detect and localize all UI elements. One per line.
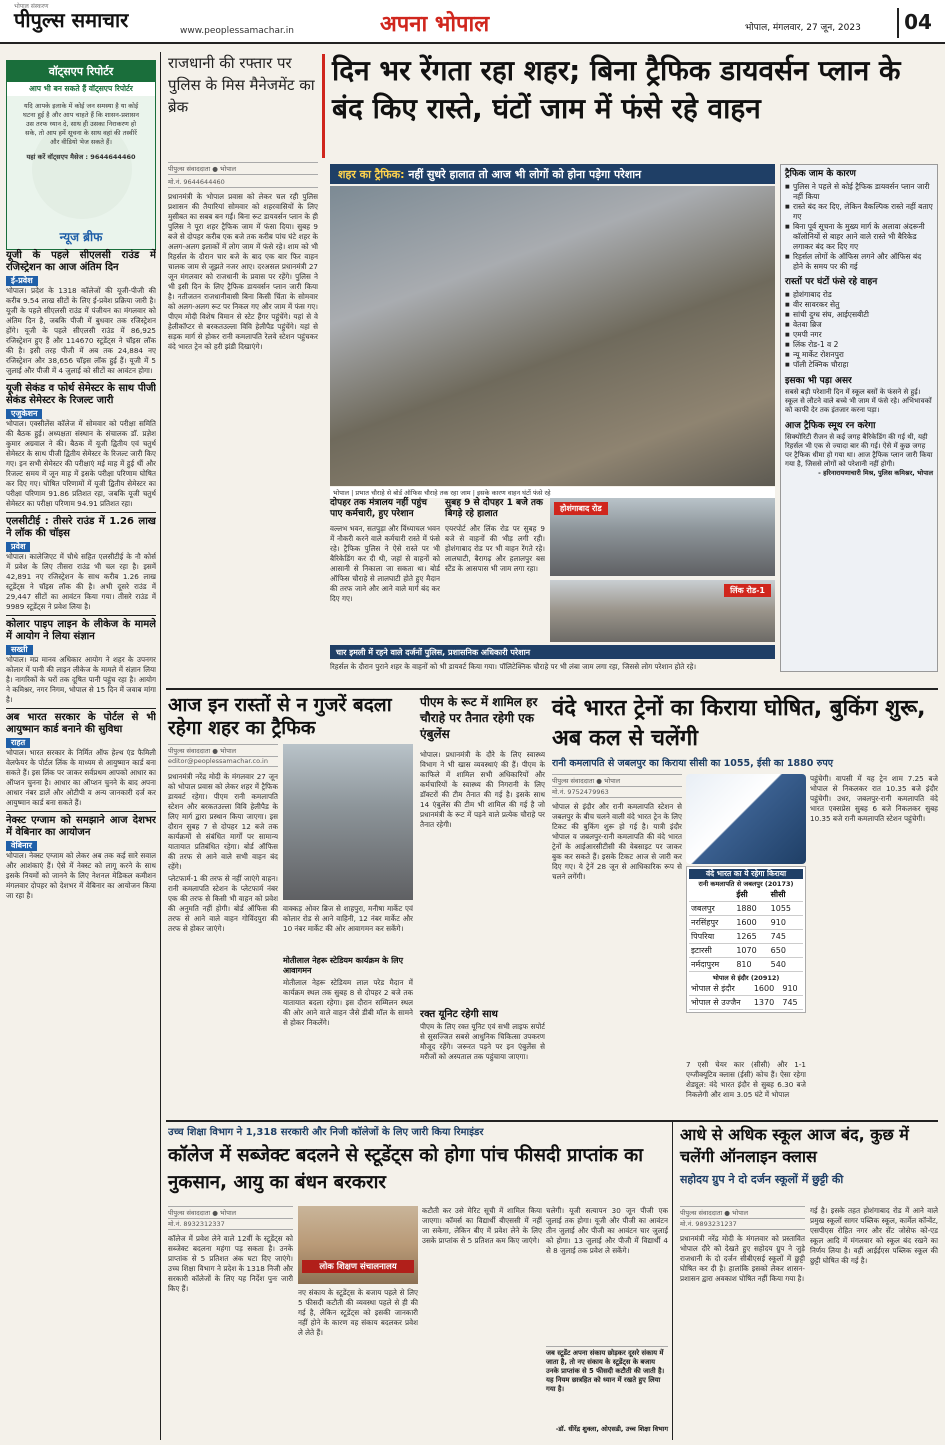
fare-col-cc: सीसी <box>769 888 803 902</box>
fare-cc: 910 <box>780 982 803 996</box>
whatsapp-reporter-box <box>6 60 156 250</box>
fare-cc: 910 <box>769 916 803 930</box>
fare-station: इटारसी <box>689 944 734 958</box>
list-item: ■ रास्ते बंद कर दिए, लेकिन वैकल्पिक रास्ते नहीं बताए गए <box>785 202 933 222</box>
photo-caption: भोपाल | प्रभात चौराहे से बोर्ड ऑफिस चौराहे तक रहा जाम | इसके कारण वाहन घंटों फंसे रहे <box>330 487 775 498</box>
smooth-text: सिक्योरिटी रीजन से कई जगह बैरिकेडिंग की गई थी, यही रिहर्सल भी एक से ज्यादा बार की गई। ऐसे में कुछ जगह पर ट्रैफिक धीमा हो गया था। आज ट्रैफिक प्लान जारी किया गया है, जिससे लोगों को परेशानी नहीं होगी। <box>785 433 933 468</box>
routes-sub-text: मोतीलाल नेहरू स्टेडियम लाल परेड मैदान में कार्यक्रम स्थल तक सुबह 8 से दोपहर 2 बजे तक यातायात बदला रहेगा। इस दौरान सम्मिलन स्थल की ओर आने वाले वाहन जैसे डीबी मॉल के सामने से होकर निकलेंगे। <box>283 978 413 1027</box>
fare-table-subtitle: रानी कमलापति से जबलपुर (20173) <box>698 880 794 888</box>
photo-tag-2: लिंक रोड-1 <box>724 584 771 597</box>
list-item: ■ वेतवा ब्रिज <box>785 320 933 330</box>
college-byline: पीपुल्स संवाददाता ● भोपाल <box>168 1206 293 1219</box>
lead-headline: दिन भर रेंगता रहा शहर; बिना ट्रैफिक डायवर्सन प्लान के बंद किए रास्ते, घंटों जाम में फंसे रहे वाहन <box>332 54 901 125</box>
fare-cc: 1055 <box>769 902 803 916</box>
table-row <box>689 944 803 958</box>
bar-headline: चार इमली में रहने वाले दर्जनों पुलिस, प्रशासनिक अधिकारी परेशान <box>330 645 775 659</box>
whatsapp-subtitle: आप भी बन सकते हैं वॉट्सएप रिपोर्टर <box>7 82 155 96</box>
routes-sub-headline: मोतीलाल नेहरू स्टेडियम कार्यक्रम के लिए आवागमन <box>283 956 404 975</box>
college-text-3: कटौती कर उसे मेरिट सूची में शामिल किया जाएगा। कॉमर्स का विद्यार्थी बीएससी में नहीं जा सकेगा, लेकिन बीए में प्रवेश लेने के लिए उसके प्राप्तांक से 5 प्रतिशत कम किए जाएंगे। <box>422 1206 542 1245</box>
list-item: ■ रिहर्सल लोगों के ऑफिस लगने और ऑफिस बंद होने के समय पर की गई <box>785 252 933 272</box>
fare-cc: 540 <box>769 958 803 972</box>
fare-col-ec: ईसी <box>734 888 768 902</box>
roads-list <box>785 290 933 370</box>
lead-strap <box>330 164 775 184</box>
brief-1-tag: ई-प्रवेश <box>6 276 38 286</box>
college-text-4: चलेगी। यूजी सत्यापन 30 जून पीजी एक जुलाई तक होगा। यूजी और पीजी का आवंटन तीन जुलाई और पीजी का आवंटन चार जुलाई को होगा। 13 जुलाई और पीजी में विद्यार्थी 4 से 8 जुलाई तक प्रवेश ले सकेंगे। <box>546 1206 668 1255</box>
brief-4-tag: सख्ती <box>6 645 33 655</box>
brief-1-text: भोपाल। प्रदेश के 1318 कॉलेजों की यूजी-पीजी की करीब 9.54 लाख सीटों के लिए ई-प्रवेश प्रक्रिया जारी है। यूजी के पहले सीएलसी राउंड में पंजीयन का मंगलवार को अंतिम दिन है, जबकि पीजी में बुधवार तक रजिस्ट्रेशन होंगे। यूजी के पहले सीएलसी राउंड में 86,925 रजिस्ट्रेशन हुए हैं और 114670 स्टूडेंट्स ने चॉइस लॉक की है। इसी तरह पीजी में अब तक 24,884 नए रजिस्ट्रेशन और 38,656 चॉइस लॉक हुई हैं। यूजी में 5 जुलाई और पीजी में 4 जुलाई को सीटों का आवंटन होगा। <box>6 286 156 375</box>
list-item: ■ सांची दुग्ध संघ, आईएसबीटी <box>785 310 933 320</box>
table-row <box>689 888 803 902</box>
school-byline: पीपुल्स संवाददाता ● भोपाल <box>680 1206 805 1219</box>
fare-station: नरसिंहपुर <box>689 916 734 930</box>
divider <box>6 811 156 812</box>
fare-station: पिपरिया <box>689 930 734 944</box>
brief-2-headline: यूजी सेकंड व फोर्थ सेमेस्टर के साथ पीजी सेकंड सेमेस्टर के रिजल्ट जारी <box>6 383 156 406</box>
section-city: भोपाल <box>434 12 490 37</box>
directorate-sign: लोक शिक्षण संचालनालय <box>302 1260 414 1273</box>
fare-cc: 650 <box>769 944 803 958</box>
brief-5-tag: राहत <box>6 738 30 748</box>
website-link[interactable]: www.peoplessamachar.in <box>180 26 294 36</box>
reasons-list <box>785 182 933 272</box>
sub1-headline: दोपहर तक मंत्रालय नहीं पहुंच पाए कर्मचारी, हुए परेशान <box>330 498 427 519</box>
fare-ec: 1370 <box>752 996 781 1010</box>
school-mobile: मो.नं. 9893231237 <box>680 1218 805 1230</box>
brief-6-headline: नेक्स्ट एग्जाम को समझाने आज देशभर में वेबिनार का आयोजन <box>6 815 156 838</box>
list-item: ■ बिना पूर्व सूचना के मुख्य मार्ग के अलावा अंदरूनी कॉलोनियों से बाहर आने वाले रास्ते भी बैरिकेड लगाकर बंद कर दिए गए <box>785 222 933 252</box>
page-number: 04 <box>897 8 937 38</box>
masthead <box>0 0 945 44</box>
sub1-text: वल्लभ भवन, सतपुड़ा और विंध्याचल भवन में नौकरी करने वाले कर्मचारी रास्ते में फंसे रहे। ट्रैफिक पुलिस ने ऐसे रास्ते पर भी बैरिकेडिंग कर दी थी, जहां से वाहनों को आसानी से निकाला जा सकता था। बोर्ड ऑफिस चौराहे से लालघाटी होते हुए मैदान की तरफ जाने और आने वाले मार्ग बंद कर दिए गए। <box>330 524 440 603</box>
vande-strap: रानी कमलापति से जबलपुर का किराया सीसी का 1055, ईसी का 1880 रुपए <box>552 758 834 769</box>
college-kicker: उच्च शिक्षा विभाग ने 1,318 सरकारी और निजी कॉलेजों के लिए जारी किया रिमाइंडर <box>168 1127 484 1138</box>
table-row <box>689 902 803 916</box>
vande-bharat-train-photo <box>686 774 806 864</box>
vande-headline: वंदे भारत ट्रेनों का किराया घोषित, बुकिंग शुरू, अब कल से चलेंगी <box>552 696 926 751</box>
brief-4-headline: कोलार पाइप लाइन के लीकेज के मामले में आयोग ने लिया संज्ञान <box>6 619 156 642</box>
fare-station: नर्मदापुरम <box>689 958 734 972</box>
table-row <box>689 930 803 944</box>
college-mobile: मो.नं. 8932312337 <box>168 1218 293 1230</box>
routes-headline: आज इन रास्तों से न गुजरें बदला रहेगा शहर का ट्रैफिक <box>168 694 392 739</box>
list-item: ■ पॉली टेक्निक चौराहा <box>785 360 933 370</box>
vande-text-2: पहुंचेगी। वापसी में यह ट्रेन शाम 7.25 बजे भोपाल से निकलकर रात 10.35 बजे इंदौर पहुंचेगी। उधर, जबलपुर-रानी कमलापति वंदे भारत एक्सप्रेस सुबह 6 बजे निकलकर सुबह 10.35 बजे रानी कमलापति स्टेशन पहुंचेगी। <box>810 774 938 823</box>
fare-table-jbp <box>689 888 803 972</box>
brief-3-tag: प्रवेश <box>6 542 30 552</box>
routes-email: editor@peoplessamachar.co.in <box>168 756 278 767</box>
list-item: ■ एमपी नगर <box>785 330 933 340</box>
divider <box>6 615 156 616</box>
ambulance-sub-headline: रक्त यूनिट रहेगी साथ <box>420 1009 498 1020</box>
fare-station: जबलपुर <box>689 902 734 916</box>
brief-3-text: भोपाल। कालेजिएट में चौथे सहित एलसीटीई के नौ कोर्स में प्रवेश के लिए तीसरा राउंड भी चल रहा है। इसमें 42,891 नए रजिस्ट्रेशन के साथ करीब 1.26 लाख स्टूडेंट्स ने चॉइस लॉक की है। अभी दूसरे राउंड में 29,447 सीटों का आवंटन किया गया। तीसरे राउंड में 9989 स्टूडेंट्स ने प्रवेश लिया है। <box>6 552 156 611</box>
school-strap: सहोदय ग्रुप ने दो दर्जन स्कूलों में छुट्टी की <box>680 1173 844 1186</box>
smooth-credit: - हरिनारायणाचारी मिश्र, पुलिस कमिश्नर, भोपाल <box>818 469 933 477</box>
sub2-headline: सुबह 9 से दोपहर 1 बजे तक बिगड़े रहे हालात <box>445 498 543 519</box>
fare-table-title: वंदे भारत का ये रहेगा किराया <box>689 869 803 879</box>
list-item: ■ पुलिस ने पहले से कोई ट्रैफिक डायवर्सन प्लान जारी नहीं किया <box>785 182 933 202</box>
fare-ec: 1070 <box>734 944 768 958</box>
section-prefix: अपना <box>380 12 428 37</box>
lead-strap-text: नहीं सुधरे हालात तो आज भी लोगों को होना पड़ेगा परेशान <box>408 168 642 181</box>
road-map-photo <box>283 744 413 900</box>
list-item: ■ वीर सावरकर सेतु <box>785 300 933 310</box>
vande-text-1: भोपाल से इंदौर और रानी कमलापति स्टेशन से जबलपुर के बीच चलने वाली वंदे भारत ट्रेन के लिए टिकट की बुकिंग शुरू हो गई है। यात्री इंदौर भोपाल व जबलपुर-रानी कमलापति की वंदे भारत ट्रेनों के आईआरसीटीसी की वेबसाइट पर जाकर बुक कर सकते हैं। इसके टिकट आज से जारी कर दिए गए। ये ट्रेनें 28 जून से आधिकारिक रूप से चलने लगेंगी। <box>552 802 682 881</box>
divider <box>6 379 156 380</box>
routes-text-1 <box>168 772 278 1117</box>
bar-text: रिहर्सल के दौरान पुराने शहर के वाहनों को भी डायवर्ट किया गया। पॉलिटेक्निक चौराहे पर भी लंबा जाम लगा रहा, जिससे लोग परेशान होते रहे। <box>330 662 697 671</box>
fare-table-idr <box>689 982 803 1010</box>
table-row <box>689 916 803 930</box>
fare-ec: 1880 <box>734 902 768 916</box>
smooth-headline: आज ट्रैफिक स्मूथ रन करेगा <box>785 421 876 431</box>
brief-3-headline: एलसीटीई : तीसरे राउंड में 1.26 लाख ने लॉक की चॉइस <box>6 516 156 539</box>
list-item: ■ लिंक रोड-1 व 2 <box>785 340 933 350</box>
table-row <box>689 958 803 972</box>
aside-text: सबसे बड़ी परेशानी दिन में स्कूल बसों के फंसने से हुई। स्कूल से लौटने वाले बच्चे भी जाम में फंसे रहे। अभिभावकों को काफी देर तक इंतजार करना पड़ा। <box>785 388 932 414</box>
link-road-photo <box>550 580 775 642</box>
fare-ec: 1265 <box>734 930 768 944</box>
routes-p2: प्लेटफार्म-1 की तरफ से नहीं जाएंगे वाहन। रानी कमलापति स्टेशन के प्लेटफार्म नंबर एक की तरफ से किसी भी वाहन को प्रवेश की अनुमति नहीं होगी। बोर्ड ऑफिस की तरफ से आने वाले वाहन गोविंदपुरा की तरफ से होकर जाएंगे। <box>168 874 278 933</box>
ambulance-headline: पीएम के रूट में शामिल हर चौराहे पर तैनात रहेगी एक एंबुलेंस <box>420 695 538 741</box>
brief-2-tag: एजुकेशन <box>6 409 42 419</box>
table-row <box>689 996 803 1010</box>
college-text-1: कॉलेज में प्रवेश लेने वाले 12वीं के स्टूडेंट्स को सब्जेक्ट बदलना महंगा पड़ सकता है। उनके प्राप्तांक से 5 प्रतिशत अंक घटा दिए जाएंगे। उच्च शिक्षा विभाग ने प्रदेश के 1318 निजी और सरकारी कॉलेजों के लिए यह निर्देश पुनः जारी किए हैं। <box>168 1234 293 1293</box>
school-text-1: प्रधानमंत्री नरेंद्र मोदी के मंगलवार को प्रस्तावित भोपाल दौरे को देखते हुए सहोदय ग्रुप ने जुड़े राजधानी के दो दर्जन सीबीएसई स्कूलों में छुट्टी घोषित कर दी है। हालांकि इसको लेकर शासन-प्रशासन द्वारा अवकाश घोषित नहीं किया गया है। <box>680 1234 805 1283</box>
fare-cc: 745 <box>769 930 803 944</box>
fare-ec: 810 <box>734 958 768 972</box>
brief-2-text: भोपाल। एक्सीलेंस कॉलेज में सोमवार को परीक्षा समिति की बैठक हुई। अध्यक्षता संस्थान के संचालक डॉ. प्रज्ञेश कुमार अग्रवाल ने की। बैठक में यूजी द्वितीय एवं चतुर्थ सेमेस्टर के साथ पीजी द्वितीय सेमेस्टर के रिजल्ट जारी किए गए। इन सभी सेमेस्टर की परीक्षाएं मई माह में हुई थीं और रिजल्ट समय में जून माह में इसके परीक्षा परिणाम घोषित कर दिए गए। घोषित परिणामों में यूजी द्वितीय सेमेस्टर का परीक्षा परिणाम 91.86 प्रतिशत रहा, जबकि यूजी चतुर्थ सेमेस्टर का परीक्षा परिणाम 94.91 प्रतिशत रहा। <box>6 419 156 508</box>
whatsapp-contact: यहां करें वॉट्सएप मैसेज : 9644644460 <box>26 153 136 161</box>
aside-headline: इसका भी पड़ा असर <box>785 376 852 386</box>
whatsapp-title: वॉट्सएप रिपोर्टर <box>7 61 155 82</box>
column-divider <box>672 1122 673 1440</box>
traffic-jam-photo <box>330 186 775 486</box>
sub2-text: एयरपोर्ट और लिंक रोड पर सुबह 9 बजे से वाहनों की भीड़ लगी रही। होशंगाबाद रोड पर भी वाहन रेंगते रहे। लालघाटी, बैरागढ़ और हलालपुर बस स्टैंड के आसपास भी जाम लगा रहा। <box>445 524 545 573</box>
directorate-building-photo <box>298 1206 418 1284</box>
section-title <box>380 8 489 38</box>
brief-5-text: भोपाल। भारत सरकार के निर्मित ऑफ हेल्थ एंड फैमिली वेलफेयर के पोर्टल लिंक के माध्यम से आयुष्मान कार्ड बना सकते हैं। इस लिंक पर जाकर सर्वप्रथम आपको आधार का ऑप्शन चुनना है। आधार का ऑप्शन चुनने के बाद अपना आधार नंबर डालें और ओटीपी व अन्य जानकारी दर्ज कर आयुष्मान कार्ड बना सकते हैं। <box>6 748 156 807</box>
fare-box <box>686 866 806 1013</box>
college-quote-credit: -डॉ. धीरेंद्र शुक्ला, ओएसडी, उच्च शिक्षा विभाग <box>555 1425 668 1433</box>
school-text-2: गई है। इसके तहत होशंगाबाद रोड में आने वाले प्रमुख स्कूलों सागर पब्लिक स्कूल, कार्मेल कॉन्वेंट, एसपीएस रोहित नगर और सेंट जोसेफ को-एड स्कूल आदि में मंगलवार को स्कूल बंद रखने का निर्णय लिया है। वहीं आईईएस पब्लिक स्कूल की छुट्टी घोषित की गई है। <box>810 1206 938 1265</box>
photo-tag-1: होशंगाबाद रोड <box>554 502 608 515</box>
sidebar-title: ट्रैफिक जाम के कारण <box>785 169 856 179</box>
hoshangabad-road-photo <box>550 498 775 576</box>
news-brief-label: न्यूज ब्रीफ <box>59 230 103 244</box>
vande-text-3: 7 एसी चेयर कार (सीसी) और 1-1 एग्जीक्यूटिव क्लास (ईसी) कोच हैं। ऐसा रहेगा शेड्यूल: वंदे भारत इंदौर से सुबह 6.30 बजे निकलेगी और शाम 3.05 घंटे में भोपाल <box>686 1060 806 1099</box>
table-row <box>689 982 803 996</box>
edition-label: भोपाल संस्करण <box>14 3 49 10</box>
vande-mobile: मो.नं. 9752479963 <box>552 786 682 798</box>
newspaper-logo: पीपुल्स समाचार <box>14 8 129 32</box>
lead-mobile: मो.नं. 9644644460 <box>168 176 318 188</box>
lead-body: प्रधानमंत्री के भोपाल प्रवास को लेकर चल रही पुलिस प्रशासन की तैयारियां सोमवार को शहरवासियों के लिए मुसीबत का सबब बन गईं। बिना रूट डायवर्सन प्लान के ही पुलिस ने पूरा शहर ट्रैफिक जाम में फंसा दिया। सुबह 9 बजे से दोपहर करीब एक बजे तक करीब पांच घंटे शहर के अलग-अलग इलाकों में लोग जाम में फंसे रहे। शाम को भी रिहर्सल के दौरान चार बजे के बाद एक बार फिर वाहन चालक जाम से जूझते नजर आए। दरअसल प्रधानमंत्री 27 जून मंगलवार को राजधानी के प्रवास पर रहेंगे। पुलिस ने भी इसी दिन के लिए ट्रैफिक डायवर्सन प्लान जारी किया है। नतीजतन राजधानीवासी बिना किसी चिंता के सोमवार को अलग-अलग रूट पर निकल गए और जाम में फंस गए। पीएम मोदी विशेष विमान से स्टेट हैंगर पहुंचेंगे। यहां से वे हेलीकॉप्टर से बरकतउल्ला विवि हेलीपैड पहुंचेंगे। यहां से सड़क मार्ग से होकर रानी कमलापति रेलवे स्टेशन पहुंचकर वंदे भारत ट्रेन को हरी झंडी दिखाएंगे। <box>168 192 318 351</box>
fare-table-subtitle-2: भोपाल से इंदौर (20912) <box>712 974 780 982</box>
traffic-sidebar <box>780 164 938 672</box>
fare-cc: 745 <box>780 996 803 1010</box>
fare-station: भोपाल से उज्जैन <box>689 996 752 1010</box>
fare-ec: 1600 <box>734 916 768 930</box>
college-quote: जब स्टूडेंट अपना संकाय छोड़कर दूसरे संकाय में जाता है, तो नए संकाय के स्टूडेंट्स के बजाय उनके प्राप्तांक से 5 फीसदी कटौती की जाती है। यह नियम छात्रहित को ध्यान में रखते हुए लिया गया है। <box>546 1346 668 1394</box>
kicker-rule <box>322 54 325 158</box>
lead-kicker: राजधानी की रफ्तार पर पुलिस के मिस मैनेजमेंट का ब्रेक <box>168 54 315 116</box>
fare-ec: 1600 <box>752 982 781 996</box>
school-headline: आधे से अधिक स्कूल आज बंद, कुछ में चलेंगी ऑनलाइन क्लास <box>680 1125 909 1166</box>
dateline: भोपाल, मंगलवार, 27 जून, 2023 <box>745 23 861 33</box>
ambulance-sub-text: पीएम के लिए रक्त यूनिट एवं सभी लाइफ सपोर्ट से सुसज्जित सबसे आधुनिक चिकित्सा उपकरण मौजूद रहेंगे। जरूरत पड़ने पर इन एंबुलेंस से मरीजों को अस्पताल तक पहुंचाया जाएगा। <box>420 1022 545 1061</box>
column-divider <box>160 52 161 1440</box>
routes-text-3: वाक्कड़ ओवर ब्रिज से शाहपुरा, मनीषा मार्केट एवं कोलार रोड से आने वाहिनी, 12 नंबर मार्केट और 10 नंबर मार्केट की ओर आवागमन कर सकेंगे। <box>283 904 413 933</box>
divider <box>6 708 156 709</box>
college-text-2: नए संकाय के स्टूडेंट्स के बजाय पहले से लिए 5 फीसदी कटौती की व्यवस्था पहले से ही की गई है, लेकिन स्टूडेंट्स को इसकी जानकारी नहीं होने के कारण वह संकाय बदलकर प्रवेश ले लेते हैं। <box>298 1288 418 1337</box>
section-rule <box>166 688 938 690</box>
vande-byline: पीपुल्स संवाददाता ● भोपाल <box>552 774 682 787</box>
section-rule <box>166 1120 938 1122</box>
brief-6-text: भोपाल। नेक्स्ट एग्जाम को लेकर अब तक कई सारे सवाल और आशंकाएं हैं। ऐसे में नेक्स्ट को लागू करने के साथ इसके नियमों को जानने के लिए नेशनल मेडिकल कमीशन मंगलवार दोपहर को देशभर में वेबिनार का आयोजन किया जा रहा है। <box>6 851 156 900</box>
fare-station: भोपाल से इंदौर <box>689 982 752 996</box>
whatsapp-body: यदि आपके इलाके में कोई जन समस्या है या कोई घटना हुई है और आप चाहते हैं कि शासन-प्रशासन उस तरफ ध्यान दे, साथ ही उसका निराकरण हो सके, तो आप हमें सूचना के साथ वहां की तस्वीरें और वीडियो भेज सकते हैं। <box>22 102 140 146</box>
divider <box>6 512 156 513</box>
lead-byline: पीपुल्स संवाददाता ● भोपाल <box>168 162 318 175</box>
routes-byline: पीपुल्स संवाददाता ● भोपाल <box>168 744 278 757</box>
college-headline: कॉलेज में सब्जेक्ट बदलने से स्टूडेंट्स को होगा पांच फीसदी प्राप्तांक का नुकसान, आयु का बंधन बरकरार <box>168 1145 644 1193</box>
roads-title: रास्तों पर घंटों फंसे रहे वाहन <box>785 277 878 287</box>
list-item: ■ न्यू मार्केट रोशनपुरा <box>785 350 933 360</box>
briefs-column <box>6 248 156 1438</box>
brief-5-headline: अब भारत सरकार के पोर्टल से भी आयुष्मान कार्ड बनाने की सुविधा <box>6 712 156 735</box>
brief-1-headline: यूजी के पहले सीएलसी राउंड में रजिस्ट्रेशन का आज अंतिम दिन <box>6 250 156 273</box>
ambulance-text: भोपाल। प्रधानमंत्री के दौरे के लिए स्वास्थ्य विभाग ने भी खास व्यवस्थाएं की हैं। पीएम के काफिले में शामिल सभी अधिकारियों और कर्मचारियों के स्वास्थ्य की निगरानी के लिए डॉक्टरों की टीम तैनात की गई है। इसके साथ 14 एंबुलेंस की टीम भी शामिल की गई है जो प्रधानमंत्री के रूट में पड़ने वाले प्रत्येक चौराहे पर तैनात रहेगी। <box>420 750 545 829</box>
routes-p1: प्रधानमंत्री नरेंद्र मोदी के मंगलवार 27 जून को भोपाल प्रवास को लेकर शहर में ट्रैफिक डायवर्ट रहेगा। पीएम रानी कमलापति स्टेशन और बरकतउल्ला विवि हेलीपैड के लिए मार्ग द्वारा प्रस्थान किया जाएगा। इस दौरान सुबह 7 से दोपहर 12 बजे तक कार्यक्रमों से संबंधित मार्गों पर सामान्य यातायात प्रतिबंधित रहेगा। बोर्ड ऑफिस की तरफ से आने वाले सभी वाहन बंद रहेंगे। <box>168 772 278 871</box>
brief-6-tag: वेबिनार <box>6 841 37 851</box>
brief-4-text: भोपाल। मप्र मानव अधिकार आयोग ने शहर के उपनगर कोलार में पानी की लाइन लीकेज के मामले में संज्ञान लिया है। नागरिकों के घरों तक दूषित पानी पहुंच रहा है। आयोग ने कमिश्नर, नगर निगम, भोपाल से 15 दिन में जवाब मांगा है। <box>6 655 156 704</box>
list-item: ■ होशंगाबाद रोड <box>785 290 933 300</box>
lead-strap-label: शहर का ट्रैफिक: <box>338 168 405 181</box>
